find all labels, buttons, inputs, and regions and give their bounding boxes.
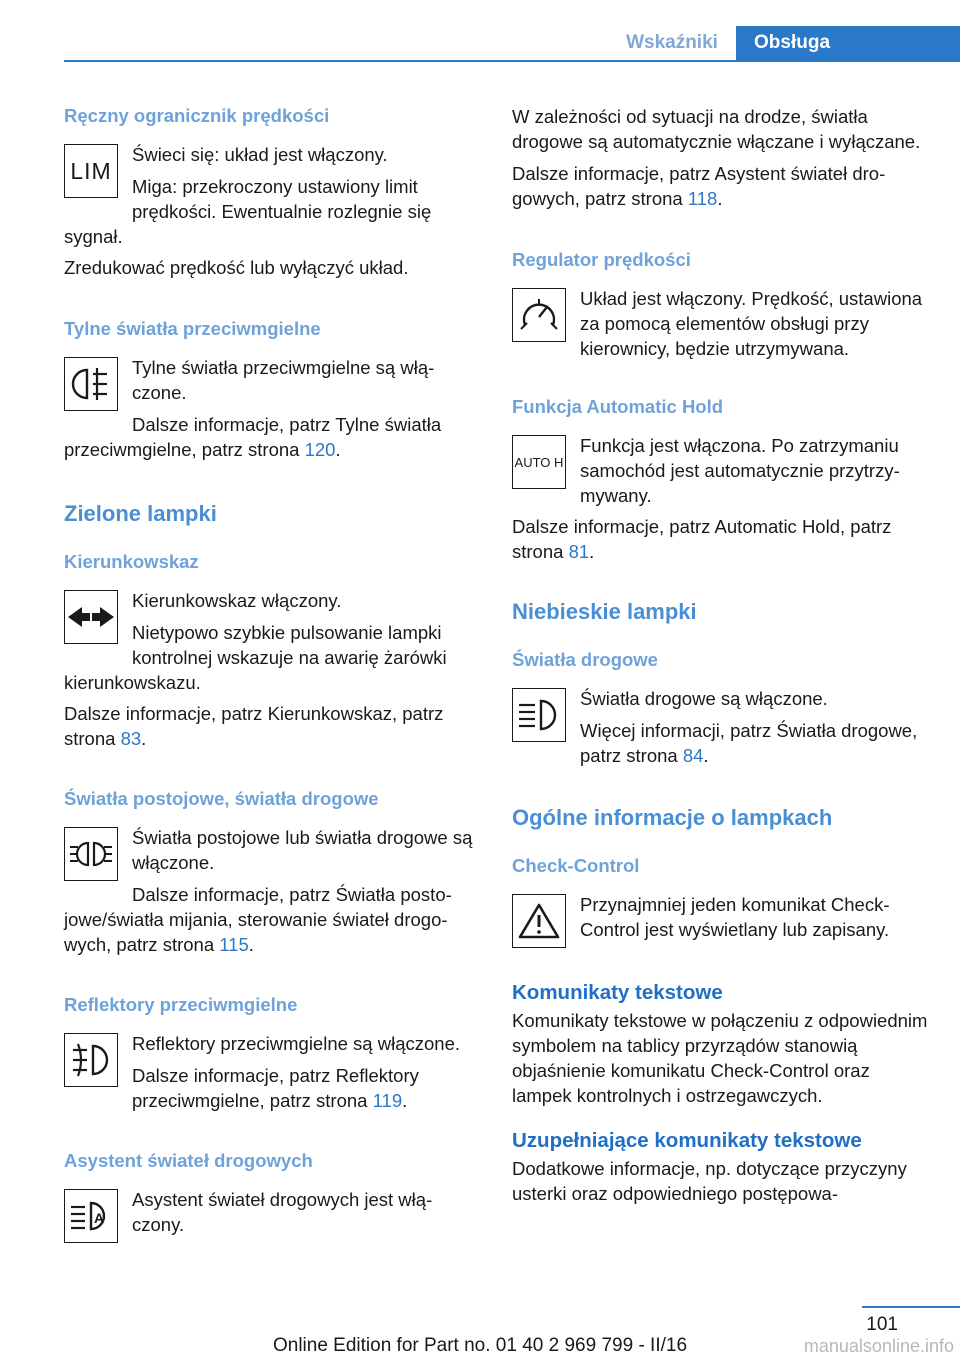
- section-title-front-fog: Reflektory przeciwmgielne: [64, 994, 298, 1015]
- speed-limiter-text-2: Miga: przekroczony ustawiony limit prędkości. Ewentualnie rozlegnie się sygnał.: [64, 176, 432, 247]
- check-control-text-1: Przynajmniej jeden komunikat Check-Control jest wyświetlany lub zapisany.: [580, 894, 890, 940]
- item-cruise-control: [512, 286, 930, 361]
- section-title-parking-lights: Światła postojowe, światła drogowe: [64, 788, 379, 809]
- front-fog-text-1: Reflektory przeciwmgielne są włączone.: [132, 1033, 460, 1054]
- heading-green-lamps: Zielone lampki: [64, 501, 217, 526]
- automatic-hold-text-1: Funkcja jest włączona. Po zatrzymaniu samochód jest automatycznie przytrzymywany.: [580, 435, 900, 506]
- automatic-hold-text-2: Dalsze informacje, patrz Automatic Hold, patrz strona 81.: [512, 516, 892, 562]
- left-column: [64, 100, 476, 1247]
- turn-signal-text-1: Kierunkowskaz włączony.: [132, 590, 342, 611]
- rear-fog-text-1: Tylne światła przeciwmgielne są włączone.: [132, 357, 435, 403]
- page-link-83[interactable]: 83: [120, 728, 142, 749]
- item-check-control: [512, 892, 930, 952]
- tab-indicators[interactable]: Wskaźniki: [626, 32, 718, 53]
- parking-lights-text-2: Dalsze informacje, patrz Światła postojowe/światła mijania, sterowanie świateł drogowych, patrz strona 115.: [64, 884, 452, 955]
- rear-fog-text-2: Dalsze informacje, patrz Tylne światła przeciwmgielne, patrz strona 120.: [64, 414, 442, 460]
- supplementary-messages-body: Dodatkowe informacje, np. dotyczące przyczyny usterki oraz odpowiedniego postępowa-: [512, 1158, 907, 1204]
- high-beam-assistant-text-1: Asystent świateł drogowych jest włączony.: [132, 1189, 433, 1235]
- section-title-high-beam-assistant: Asystent świateł drogowych: [64, 1150, 313, 1171]
- heading-blue-lamps: Niebieskie lampki: [512, 599, 697, 624]
- item-parking-lights: [64, 825, 476, 957]
- tab-operation[interactable]: Obsługa: [736, 26, 960, 62]
- section-title-speed-limiter: Ręczny ogranicznik prędkości: [64, 105, 330, 126]
- section-title-turn-signal: Kierunkowskaz: [64, 551, 199, 572]
- front-fog-light-icon: [64, 1033, 118, 1087]
- high-beam-assistant-icon: [64, 1189, 118, 1243]
- footer-rule: [862, 1306, 960, 1308]
- page-number: 101: [866, 1314, 898, 1335]
- item-high-beam: [512, 686, 930, 768]
- warning-triangle-icon: [512, 894, 566, 948]
- page-link-84[interactable]: 84: [682, 745, 704, 766]
- lim-icon: LIM: [64, 144, 118, 198]
- turn-signal-text-3: Dalsze informacje, patrz Kierunkowskaz, patrz strona 83.: [64, 703, 444, 749]
- section-title-cruise-control: Regulator prędkości: [512, 249, 691, 270]
- text-messages-body: Komunikaty tekstowe w połączeniu z odpowiednim symbolem na tablicy przyrządów stanowią objaśnienie komunikatu Check-Control oraz lampek kontrolnych i ostrzegawczych.: [512, 1010, 928, 1106]
- header-rule: [64, 60, 960, 62]
- cruise-control-text-1: Układ jest włączony. Prędkość, ustawiona za pomocą elementów obsługi przy kierownicy, będzie utrzymywana.: [580, 288, 923, 359]
- cruise-control-icon: [512, 288, 566, 342]
- section-title-high-beam: Światła drogowe: [512, 649, 658, 670]
- page-link-119[interactable]: 119: [372, 1090, 403, 1111]
- page-link-118[interactable]: 118: [687, 188, 718, 209]
- section-title-check-control: Check-Control: [512, 855, 640, 876]
- rear-fog-light-icon: [64, 357, 118, 411]
- turn-signal-text-2: Nietypowo szybkie pulsowanie lampki kontrolnej wskazuje na awarię żarówki kierunkowskazu.: [64, 622, 447, 693]
- heading-general-info: Ogólne informacje o lampkach: [512, 805, 833, 830]
- high-beam-icon: [512, 688, 566, 742]
- page-link-120[interactable]: 120: [304, 439, 336, 460]
- edition-note: Online Edition for Part no. 01 40 2 969 799 - II/16: [272, 1335, 688, 1356]
- svg-text:A: A: [94, 1210, 105, 1226]
- front-fog-text-2: Dalsze informacje, patrz Reflektory przeciwmgielne, patrz strona 119.: [132, 1065, 419, 1111]
- high-beam-assistant-text-3: Dalsze informacje, patrz Asystent świateł drogowych, patrz strona 118.: [512, 163, 886, 209]
- item-automatic-hold: [512, 433, 930, 508]
- section-title-automatic-hold: Funkcja Automatic Hold: [512, 396, 724, 417]
- page-link-115[interactable]: 115: [219, 934, 249, 955]
- item-rear-fog: [64, 355, 476, 462]
- auto-hold-icon: AUTO H: [512, 435, 566, 489]
- right-column: [512, 100, 930, 1206]
- turn-signal-icon: [64, 590, 118, 644]
- section-title-rear-fog: Tylne światła przeciwmgielne: [64, 318, 321, 339]
- item-high-beam-assistant: [64, 1187, 476, 1247]
- high-beam-assistant-text-2: W zależności od sytuacji na drodze, światła drogowe są automatycznie włączane i wyłączane.: [512, 106, 921, 152]
- heading-text-messages: Komunikaty tekstowe: [512, 981, 723, 1004]
- watermark: manualsonline.info: [803, 1336, 954, 1356]
- high-beam-text-2: Więcej informacji, patrz Światła drogowe, patrz strona 84.: [580, 720, 918, 766]
- high-beam-text-1: Światła drogowe są włączone.: [580, 688, 828, 709]
- heading-supplementary-messages: Uzupełniające komunikaty tekstowe: [512, 1129, 862, 1152]
- speed-limiter-text-3: Zredukować prędkość lub wyłączyć układ.: [64, 257, 409, 278]
- page-link-81[interactable]: 81: [568, 541, 590, 562]
- item-turn-signal: [64, 588, 476, 695]
- parking-lights-icon: [64, 827, 118, 881]
- item-speed-limiter: [64, 142, 476, 249]
- parking-lights-text-1: Światła postojowe lub światła drogowe są włączone.: [132, 827, 473, 873]
- speed-limiter-text-1: Świeci się: układ jest włączony.: [132, 144, 388, 165]
- item-front-fog: [64, 1031, 476, 1113]
